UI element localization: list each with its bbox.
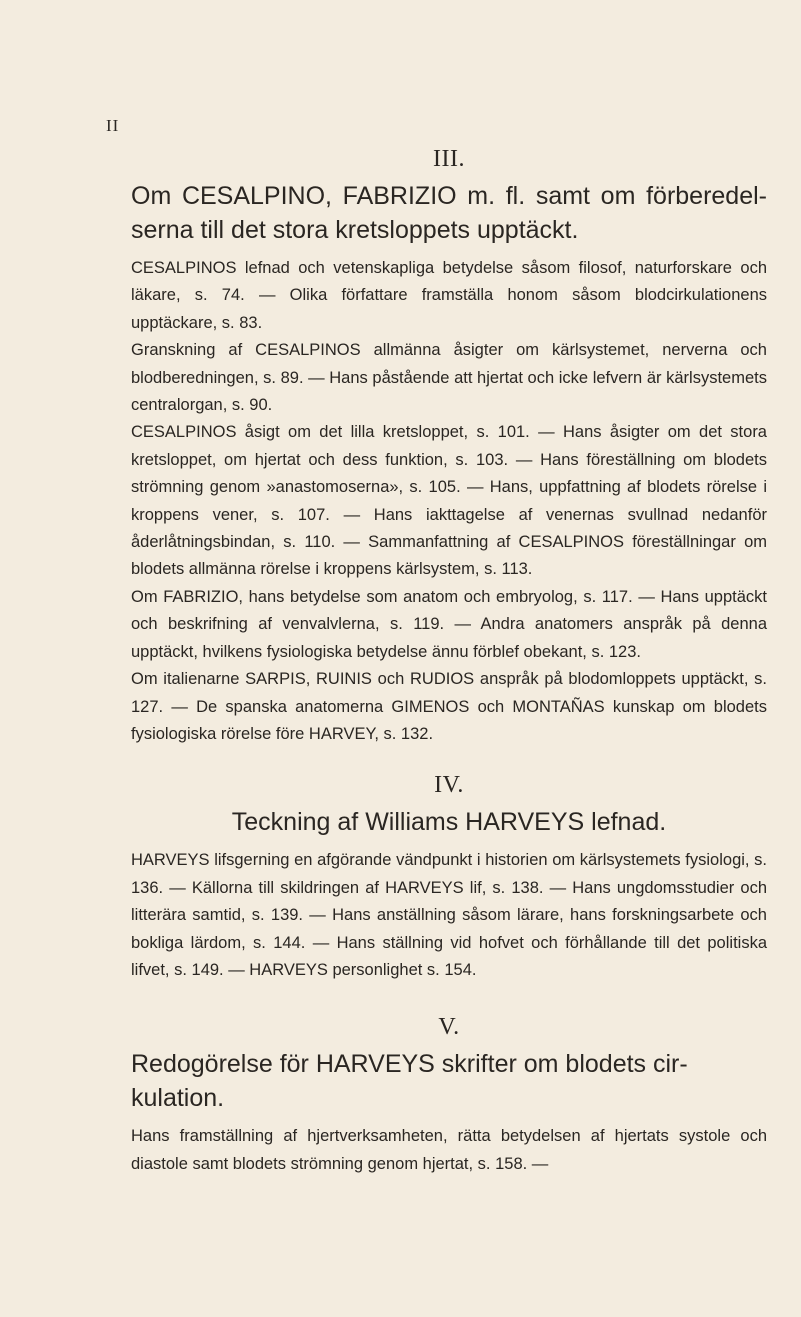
paragraph: Om italienarne SARPIS, RUINIS och RUDIOS anspråk på blodomloppets upptäckt, s. 127. — De spanska anatomerna GIMENOS och MONTAÑAS kunskap om blodets fysiologiska rörelse före HARVEY, s. 132. <box>131 670 767 743</box>
section-iv <box>131 772 767 984</box>
chapter-title: Teckning af Williams HARVEYS lefnad. <box>231 808 667 837</box>
chapter-title: Redogörelse för HARVEYS skrifter om blodets cirkulation. <box>131 1050 688 1113</box>
chapter-title: Om CESALPINO, FABRIZIO m. fl. samt om förberedelserna till det stora kretsloppets upptäckt. <box>131 182 767 244</box>
paragraph: CESALPINOS lefnad och vetenskapliga betydelse såsom filosof, naturforskare och läkare, s. 74. — Olika författare framställa honom såsom blodcirkulationens upptäckare, s. 83. <box>131 259 767 332</box>
paragraph: CESALPINOS åsigt om det lilla kretsloppet, s. 101. — Hans åsigter om det stora kretsloppet, om hjertat och dess funktion, s. 103. — Hans föreställning om blodets strömning genom »anastomoserna», s. 105. — Hans, uppfattning af blodets rörelse i kroppens vener, s. 107. — Hans iakttagelse af venernas svullnad nedanför åderlåtningsbindan, s. 110. — Sammanfattning af CESALPINOS föreställningar om blodets allmänna rörelse i kroppens kärlsystem, s. 113. <box>131 423 767 579</box>
paragraph: Hans framställning af hjertverksamheten, rätta betydelsen af hjertats systole och diastole samt blodets strömning genom hjertat, s. 158. — <box>131 1127 767 1173</box>
section-v <box>131 1014 767 1178</box>
paragraph: Granskning af CESALPINOS allmänna åsigter om kärlsystemet, nerverna och blodberedningen, s. 89. — Hans påstående att hjertat och icke lefvern är kärlsystemets centralorgan, s. 90. <box>131 341 767 415</box>
page-marker: II <box>106 116 120 135</box>
chapter-number: V. <box>438 1014 460 1041</box>
paragraph: HARVEYS lifsgerning en afgörande vändpunkt i historien om kärlsystemets fysiologi, s. 136. — Källorna till skildringen af HARVEYS lif, s. 138. — Hans ungdomsstudier och litterära samtid, s. 139. — Hans anställning såsom lärare, hans forskningsarbete och bokliga lärdom, s. 144. — Hans ställning vid hofvet och förhållande till det politiska lifvet, s. 149. — HARVEYS personlighet s. 154. <box>131 851 767 979</box>
paragraph: Om FABRIZIO, hans betydelse som anatom och embryolog, s. 117. — Hans upptäckt och beskrifning af venvalvlerna, s. 119. — Andra anatomers anspråk på denna upptäckt, hvilkens fysiologiska betydelse ännu förblef obekant, s. 123. <box>131 587 767 661</box>
chapter-number: IV. <box>434 772 464 799</box>
chapter-number: III. <box>433 146 465 172</box>
section-iii <box>131 146 767 748</box>
page-content <box>131 146 767 1178</box>
